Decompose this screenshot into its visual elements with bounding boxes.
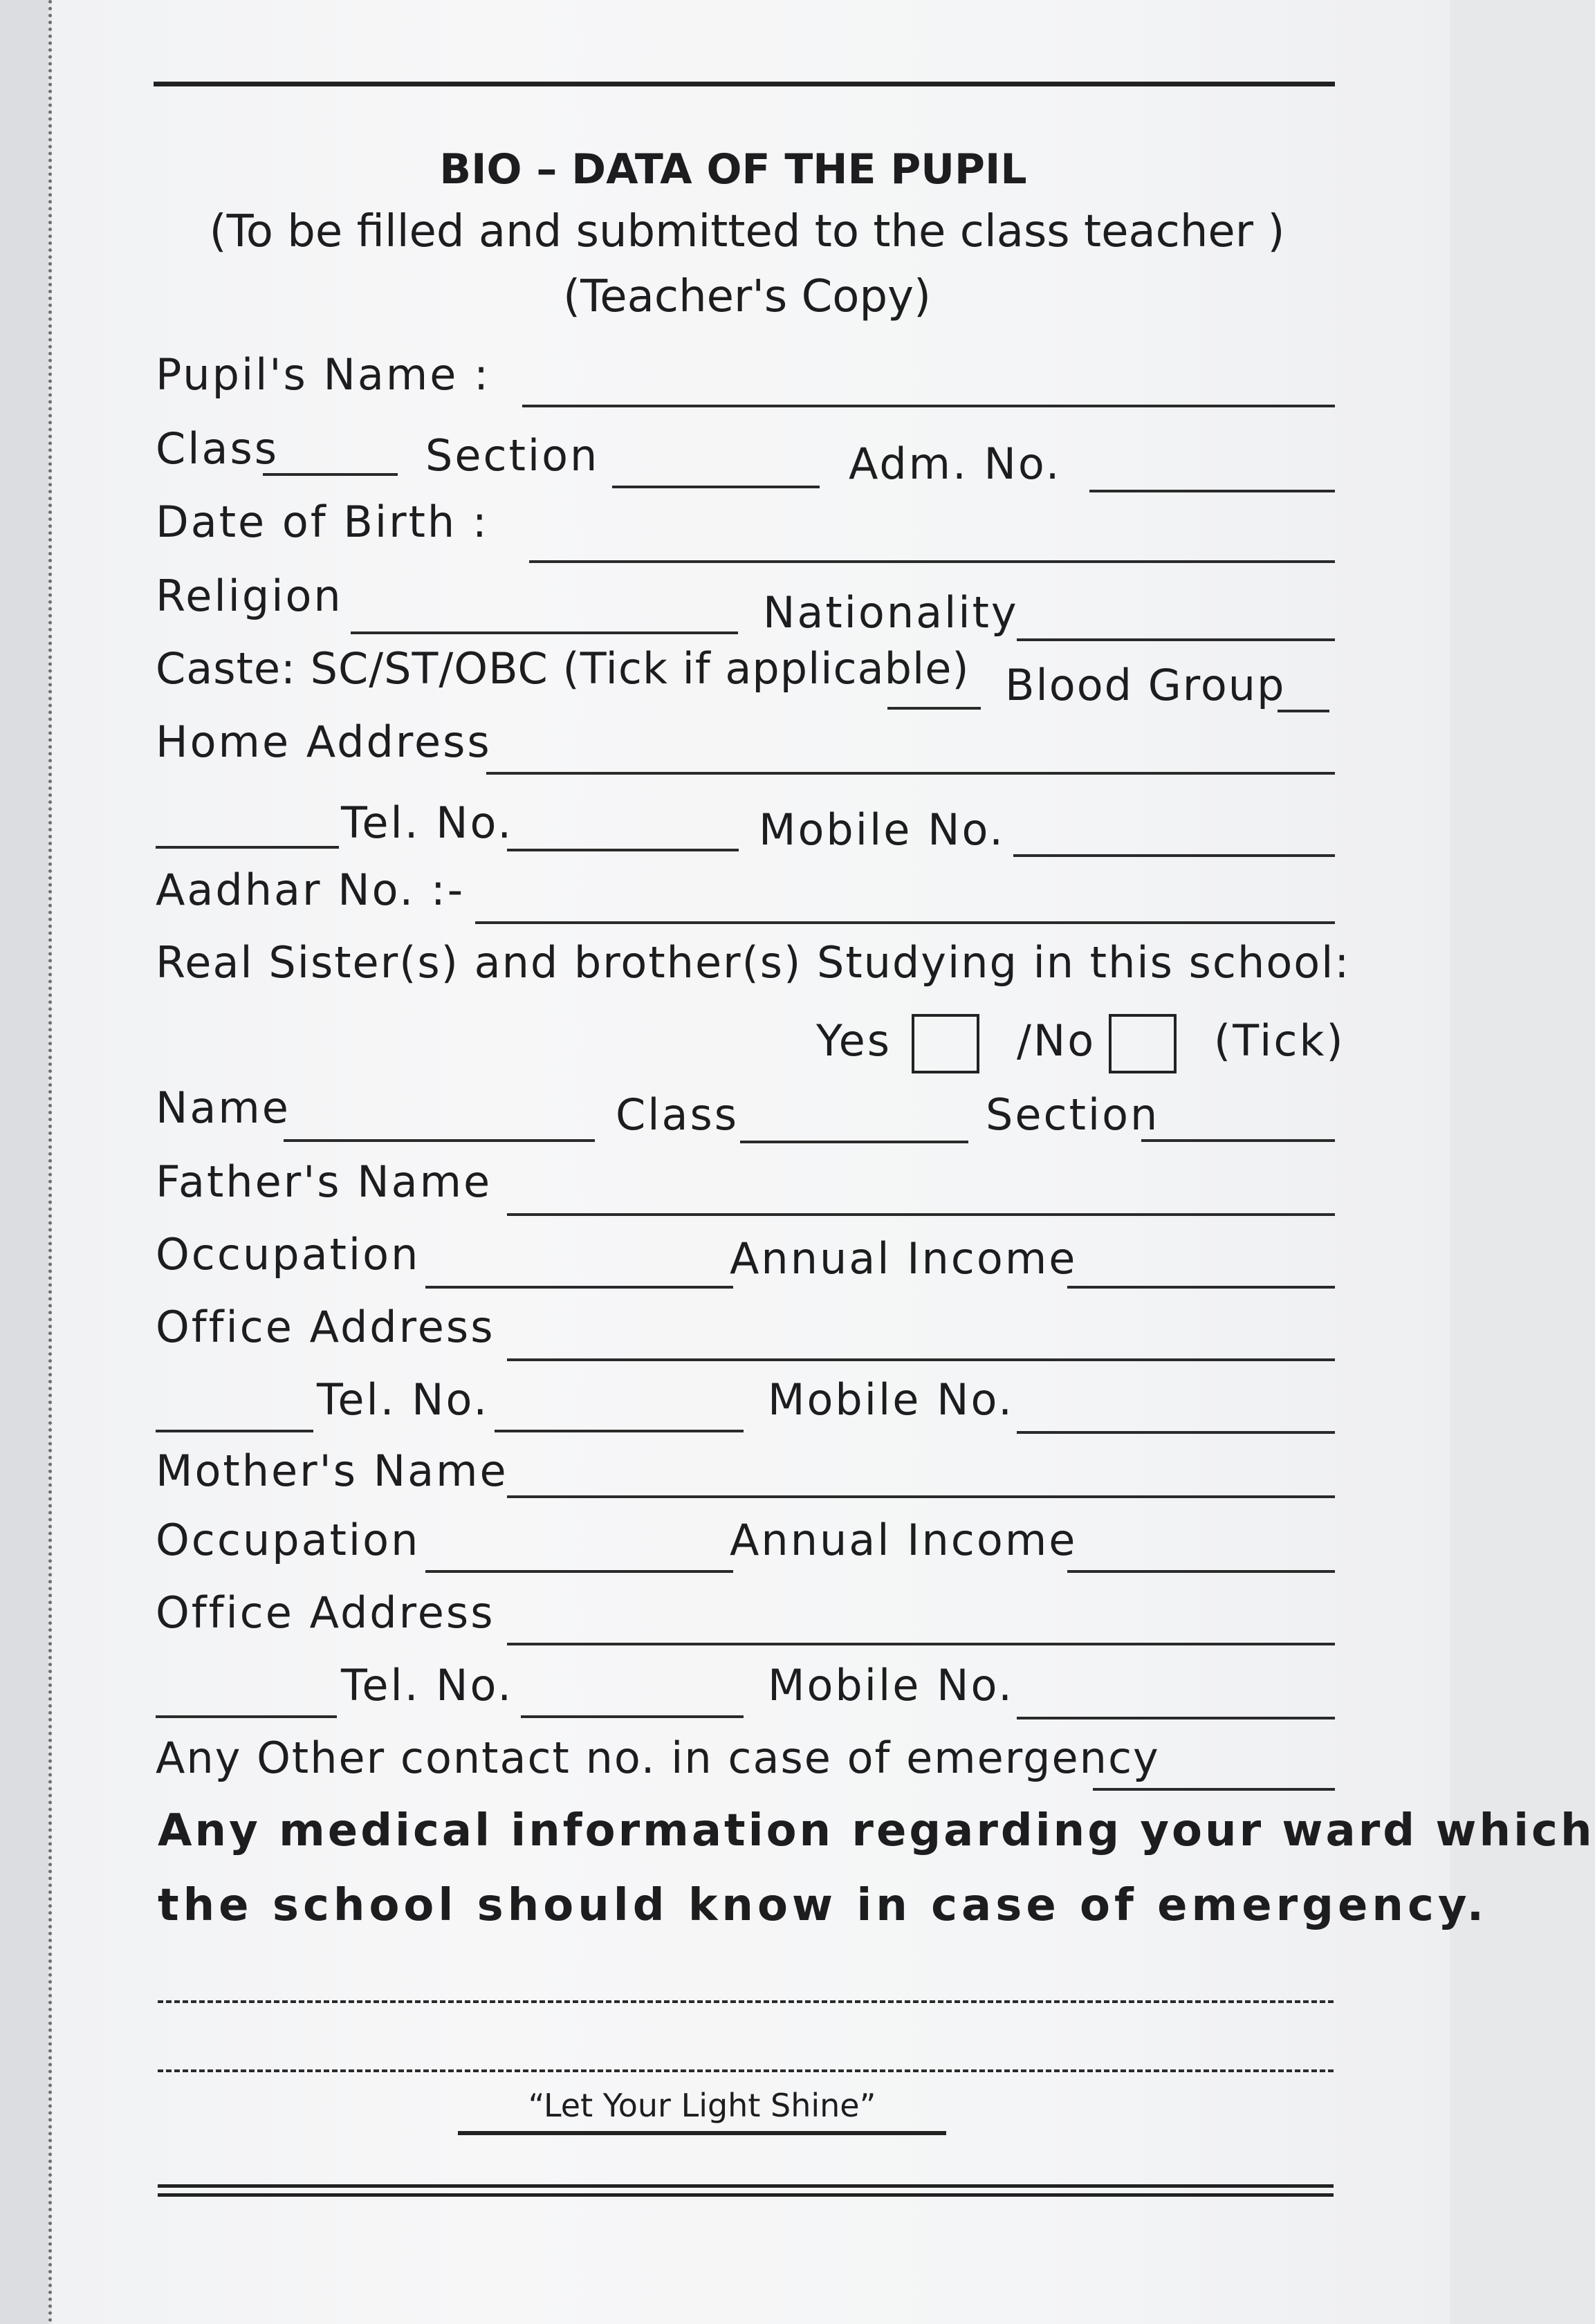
sibling-class-field[interactable]: [740, 1141, 968, 1143]
father-office-field-2[interactable]: [156, 1430, 313, 1432]
motto-underline: [458, 2131, 946, 2135]
caste-label: Caste: SC/ST/OBC (Tick if applicable): [156, 643, 970, 694]
pupil-name-field[interactable]: [522, 405, 1335, 407]
blood-group-field[interactable]: [1278, 710, 1329, 712]
dob-row: [156, 497, 1335, 559]
dob-field[interactable]: [529, 560, 1335, 563]
mother-tel-label: Tel. No.: [341, 1660, 514, 1710]
tel-no-label: Tel. No.: [341, 797, 514, 848]
mother-income-field[interactable]: [1067, 1570, 1335, 1573]
medical-info-line-2: the school should know in case of emergency.: [158, 1880, 1488, 1931]
sibling-class-label: Class: [616, 1089, 739, 1140]
school-motto: “Let Your Light Shine”: [528, 2087, 876, 2124]
father-office-row: [156, 1302, 1335, 1364]
mother-tel-field[interactable]: [521, 1715, 744, 1718]
father-tel-label: Tel. No.: [317, 1374, 490, 1425]
father-mobile-label: Mobile No.: [768, 1374, 1015, 1425]
emergency-row: [156, 1733, 1335, 1795]
sibling-section-field[interactable]: [1141, 1139, 1335, 1142]
home-address-label: Home Address: [156, 717, 492, 767]
siblings-row: [156, 937, 1351, 999]
class-label: Class: [156, 423, 279, 474]
father-income-label: Annual Income: [730, 1233, 1078, 1284]
top-rule: [154, 82, 1335, 86]
yes-checkbox[interactable]: [912, 1014, 979, 1073]
father-office-label: Office Address: [156, 1302, 495, 1352]
yes-no-row: [156, 1011, 1345, 1073]
class-section-row: [156, 423, 1335, 489]
father-name-row: [156, 1156, 1335, 1219]
pupil-name-label: Pupil's Name :: [156, 349, 490, 400]
tick-label: (Tick): [1214, 1015, 1345, 1066]
religion-field[interactable]: [351, 631, 738, 634]
section-label: Section: [425, 430, 600, 481]
father-name-label: Father's Name: [156, 1156, 492, 1207]
sibling-section-label: Section: [986, 1089, 1160, 1140]
blood-group-label: Blood Group: [1005, 660, 1286, 710]
father-income-field[interactable]: [1067, 1286, 1335, 1289]
sibling-detail-row: [156, 1082, 1335, 1145]
pupil-name-row: [156, 349, 1335, 412]
mother-mobile-field[interactable]: [1017, 1717, 1335, 1719]
caste-row: [156, 643, 1335, 710]
adm-no-field[interactable]: [1089, 490, 1335, 492]
emergency-field[interactable]: [1093, 1788, 1335, 1791]
mother-name-row: [156, 1446, 1335, 1508]
mother-mobile-label: Mobile No.: [768, 1660, 1015, 1710]
mother-office-row: [156, 1587, 1335, 1650]
mother-name-field[interactable]: [507, 1495, 1335, 1498]
emergency-label: Any Other contact no. in case of emergency: [156, 1733, 1160, 1783]
nationality-label: Nationality: [763, 587, 1019, 638]
mother-income-label: Annual Income: [730, 1515, 1078, 1565]
father-occupation-label: Occupation: [156, 1229, 421, 1280]
aadhar-row: [156, 865, 1335, 927]
siblings-label: Real Sister(s) and brother(s) Studying in this school:: [156, 937, 1351, 988]
tel-no-field[interactable]: [507, 849, 739, 851]
religion-label: Religion: [156, 571, 343, 621]
mother-name-label: Mother's Name: [156, 1446, 508, 1496]
mother-occupation-field[interactable]: [425, 1570, 733, 1573]
father-phone-row: [156, 1374, 1335, 1437]
religion-row: [156, 571, 1335, 638]
dob-label: Date of Birth :: [156, 497, 489, 547]
medical-info-line-1: Any medical information regarding your ward which: [158, 1805, 1595, 1856]
medical-answer-line-2[interactable]: [158, 2069, 1334, 2072]
perforation-line: [48, 0, 52, 2324]
sibling-name-field[interactable]: [284, 1139, 595, 1142]
home-phone-row: [156, 791, 1335, 853]
mother-office-label: Office Address: [156, 1587, 495, 1638]
page-edge: [0, 0, 48, 2324]
mobile-no-label: Mobile No.: [759, 804, 1006, 855]
medical-answer-line-1[interactable]: [158, 2000, 1334, 2003]
father-occupation-row: [156, 1229, 1335, 1291]
mobile-no-field[interactable]: [1013, 854, 1335, 857]
copy-label: (Teacher's Copy): [563, 271, 931, 322]
father-mobile-field[interactable]: [1017, 1431, 1335, 1434]
form-title: BIO – DATA OF THE PUPIL: [439, 145, 1027, 194]
yes-label: Yes: [816, 1015, 892, 1066]
mother-office-field[interactable]: [507, 1643, 1335, 1645]
home-address-row: [156, 717, 1335, 779]
form-instruction: (To be filled and submitted to the class teacher ): [209, 206, 1285, 257]
no-label: /No: [1017, 1015, 1096, 1066]
caste-field[interactable]: [887, 707, 981, 710]
home-address-field[interactable]: [486, 772, 1335, 775]
father-occupation-field[interactable]: [425, 1286, 733, 1289]
home-address-field-2[interactable]: [156, 846, 339, 849]
bottom-rule-1: [158, 2184, 1334, 2188]
section-field[interactable]: [612, 486, 820, 488]
mother-occupation-label: Occupation: [156, 1515, 421, 1565]
mother-occupation-row: [156, 1515, 1335, 1577]
mother-office-field-2[interactable]: [156, 1715, 337, 1718]
father-tel-field[interactable]: [495, 1430, 744, 1432]
class-field[interactable]: [263, 473, 398, 476]
nationality-field[interactable]: [1017, 638, 1335, 641]
bottom-rule-2: [158, 2193, 1334, 2197]
no-checkbox[interactable]: [1109, 1014, 1177, 1073]
father-name-field[interactable]: [507, 1213, 1335, 1216]
adm-no-label: Adm. No.: [849, 439, 1062, 489]
father-office-field[interactable]: [507, 1358, 1335, 1361]
aadhar-field[interactable]: [475, 921, 1335, 924]
mother-phone-row: [156, 1660, 1335, 1722]
sibling-name-label: Name: [156, 1082, 291, 1133]
aadhar-label: Aadhar No. :-: [156, 865, 465, 915]
